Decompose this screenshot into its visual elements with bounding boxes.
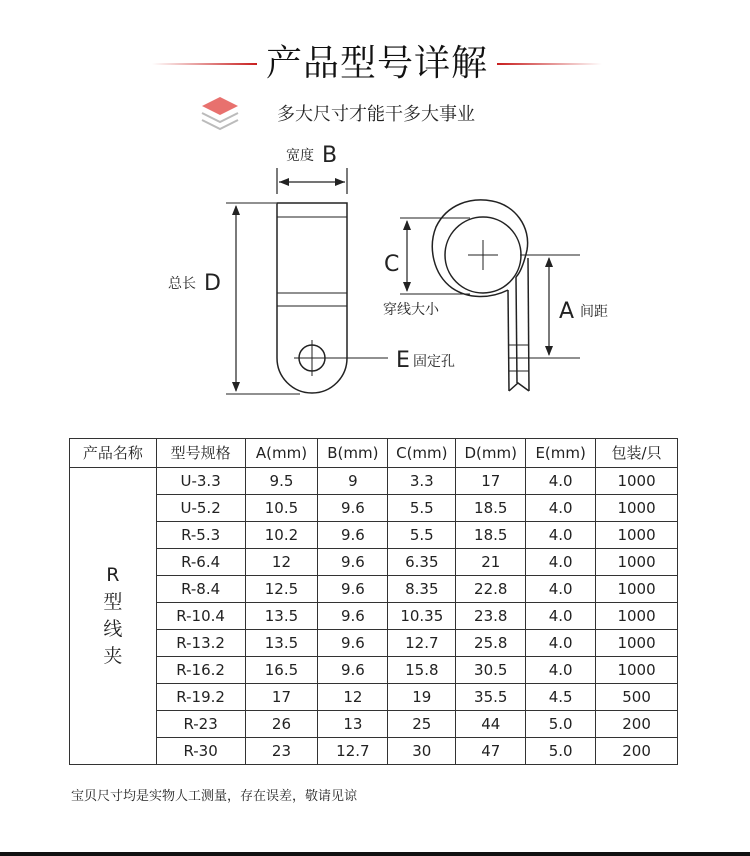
table-cell: 12 xyxy=(318,684,388,711)
hole-label-text: 固定孔 xyxy=(413,354,455,370)
table-header-row xyxy=(70,439,678,468)
table-cell: U-5.2 xyxy=(156,495,245,522)
length-label-prefix: 总长 xyxy=(168,276,196,292)
table-row xyxy=(70,495,678,522)
table-row xyxy=(70,711,678,738)
table-cell: 13 xyxy=(318,711,388,738)
table-cell: 19 xyxy=(388,684,456,711)
table-cell: 26 xyxy=(245,711,318,738)
table-cell: 23.8 xyxy=(456,603,526,630)
table-cell: 10.2 xyxy=(245,522,318,549)
table-cell: 8.35 xyxy=(388,576,456,603)
table-cell: 5.0 xyxy=(526,738,596,765)
table-cell: 18.5 xyxy=(456,522,526,549)
table-cell: 3.3 xyxy=(388,468,456,495)
table-cell: 4.0 xyxy=(526,630,596,657)
column-header: B(mm) xyxy=(318,439,388,468)
table-cell: 4.0 xyxy=(526,603,596,630)
table-row xyxy=(70,603,678,630)
table-row xyxy=(70,684,678,711)
hole-size-label: 穿线大小 xyxy=(383,302,439,318)
table-cell: R-23 xyxy=(156,711,245,738)
table-cell: 44 xyxy=(456,711,526,738)
width-dimension xyxy=(277,143,347,194)
table-cell: 9.5 xyxy=(245,468,318,495)
spec-table xyxy=(69,438,678,765)
table-cell: 9.6 xyxy=(318,576,388,603)
length-label-letter: D xyxy=(204,271,221,296)
table-cell: 16.5 xyxy=(245,657,318,684)
column-header: 型号规格 xyxy=(156,439,245,468)
table-cell: 35.5 xyxy=(456,684,526,711)
table-cell: R-19.2 xyxy=(156,684,245,711)
spacing-dimension xyxy=(520,255,608,358)
hole-label-letter: E xyxy=(396,348,410,373)
table-cell: 9 xyxy=(318,468,388,495)
table-cell: 5.5 xyxy=(388,495,456,522)
product-name-cell xyxy=(70,468,157,765)
table-cell: 4.0 xyxy=(526,657,596,684)
table-cell: 12.7 xyxy=(318,738,388,765)
inner-diameter-letter: C xyxy=(384,252,400,277)
table-cell: R-30 xyxy=(156,738,245,765)
table-cell: 4.0 xyxy=(526,522,596,549)
table-cell: R-6.4 xyxy=(156,549,245,576)
table-cell: 30 xyxy=(388,738,456,765)
table-cell: 1000 xyxy=(596,576,678,603)
inner-diameter-dimension xyxy=(383,218,470,318)
table-cell: 30.5 xyxy=(456,657,526,684)
column-header: 产品名称 xyxy=(70,439,157,468)
table-cell: R-8.4 xyxy=(156,576,245,603)
table-cell: 4.0 xyxy=(526,495,596,522)
table-cell: 9.6 xyxy=(318,495,388,522)
table-row xyxy=(70,522,678,549)
table-cell: 1000 xyxy=(596,495,678,522)
table-row xyxy=(70,576,678,603)
table-cell: 200 xyxy=(596,738,678,765)
table-cell: 9.6 xyxy=(318,630,388,657)
table-cell: 5.0 xyxy=(526,711,596,738)
table-cell: 9.6 xyxy=(318,603,388,630)
table-row xyxy=(70,738,678,765)
table-cell: 47 xyxy=(456,738,526,765)
table-cell: 9.6 xyxy=(318,522,388,549)
table-cell: 22.8 xyxy=(456,576,526,603)
product-name-char: 线 xyxy=(103,618,123,640)
product-name-char: 夹 xyxy=(103,645,123,667)
table-cell: 500 xyxy=(596,684,678,711)
table-cell: 1000 xyxy=(596,657,678,684)
table-cell: 4.0 xyxy=(526,549,596,576)
table-cell: 18.5 xyxy=(456,495,526,522)
table-cell: 4.0 xyxy=(526,468,596,495)
table-cell: 4.5 xyxy=(526,684,596,711)
width-label-letter: B xyxy=(322,143,338,168)
table-cell: 9.6 xyxy=(318,549,388,576)
table-cell: 12.5 xyxy=(245,576,318,603)
table-cell: 12.7 xyxy=(388,630,456,657)
column-header: E(mm) xyxy=(526,439,596,468)
table-row xyxy=(70,549,678,576)
table-cell: 23 xyxy=(245,738,318,765)
table-cell: 15.8 xyxy=(388,657,456,684)
table-cell: 9.6 xyxy=(318,657,388,684)
table-cell: 17 xyxy=(245,684,318,711)
table-cell: 25 xyxy=(388,711,456,738)
width-label-prefix: 宽度 xyxy=(286,148,314,164)
table-cell: 10.35 xyxy=(388,603,456,630)
table-cell: 21 xyxy=(456,549,526,576)
table-row xyxy=(70,630,678,657)
measurement-footnote: 宝贝尺寸均是实物人工测量，存在误差，敬请见谅 xyxy=(71,789,358,804)
bottom-divider xyxy=(0,852,750,856)
table-cell: 12 xyxy=(245,549,318,576)
table-cell: R-10.4 xyxy=(156,603,245,630)
table-cell: 17 xyxy=(456,468,526,495)
column-header: D(mm) xyxy=(456,439,526,468)
table-cell: 1000 xyxy=(596,603,678,630)
column-header: A(mm) xyxy=(245,439,318,468)
clip-front-view xyxy=(277,203,455,393)
table-cell: 200 xyxy=(596,711,678,738)
table-cell: 1000 xyxy=(596,549,678,576)
table-cell: 1000 xyxy=(596,468,678,495)
table-cell: 6.35 xyxy=(388,549,456,576)
table-cell: R-16.2 xyxy=(156,657,245,684)
table-cell: 25.8 xyxy=(456,630,526,657)
table-row xyxy=(70,657,678,684)
spacing-label-letter: A xyxy=(559,299,575,324)
table-cell: 10.5 xyxy=(245,495,318,522)
table-cell: U-3.3 xyxy=(156,468,245,495)
subtitle: 多大尺寸才能干多大事业 xyxy=(277,104,475,125)
table-row xyxy=(70,468,678,495)
spacing-label-text: 间距 xyxy=(580,304,608,320)
table-cell: 4.0 xyxy=(526,576,596,603)
table-cell: 13.5 xyxy=(245,603,318,630)
table-cell: 13.5 xyxy=(245,630,318,657)
length-dimension xyxy=(168,203,300,394)
table-cell: 5.5 xyxy=(388,522,456,549)
table-cell: R-5.3 xyxy=(156,522,245,549)
column-header: 包装/只 xyxy=(596,439,678,468)
table-cell: 1000 xyxy=(596,630,678,657)
product-name-char: R xyxy=(106,564,120,586)
product-name-char: 型 xyxy=(103,591,123,613)
page-title: 产品型号详解 xyxy=(265,43,488,84)
table-cell: 1000 xyxy=(596,522,678,549)
column-header: C(mm) xyxy=(388,439,456,468)
table-cell: R-13.2 xyxy=(156,630,245,657)
